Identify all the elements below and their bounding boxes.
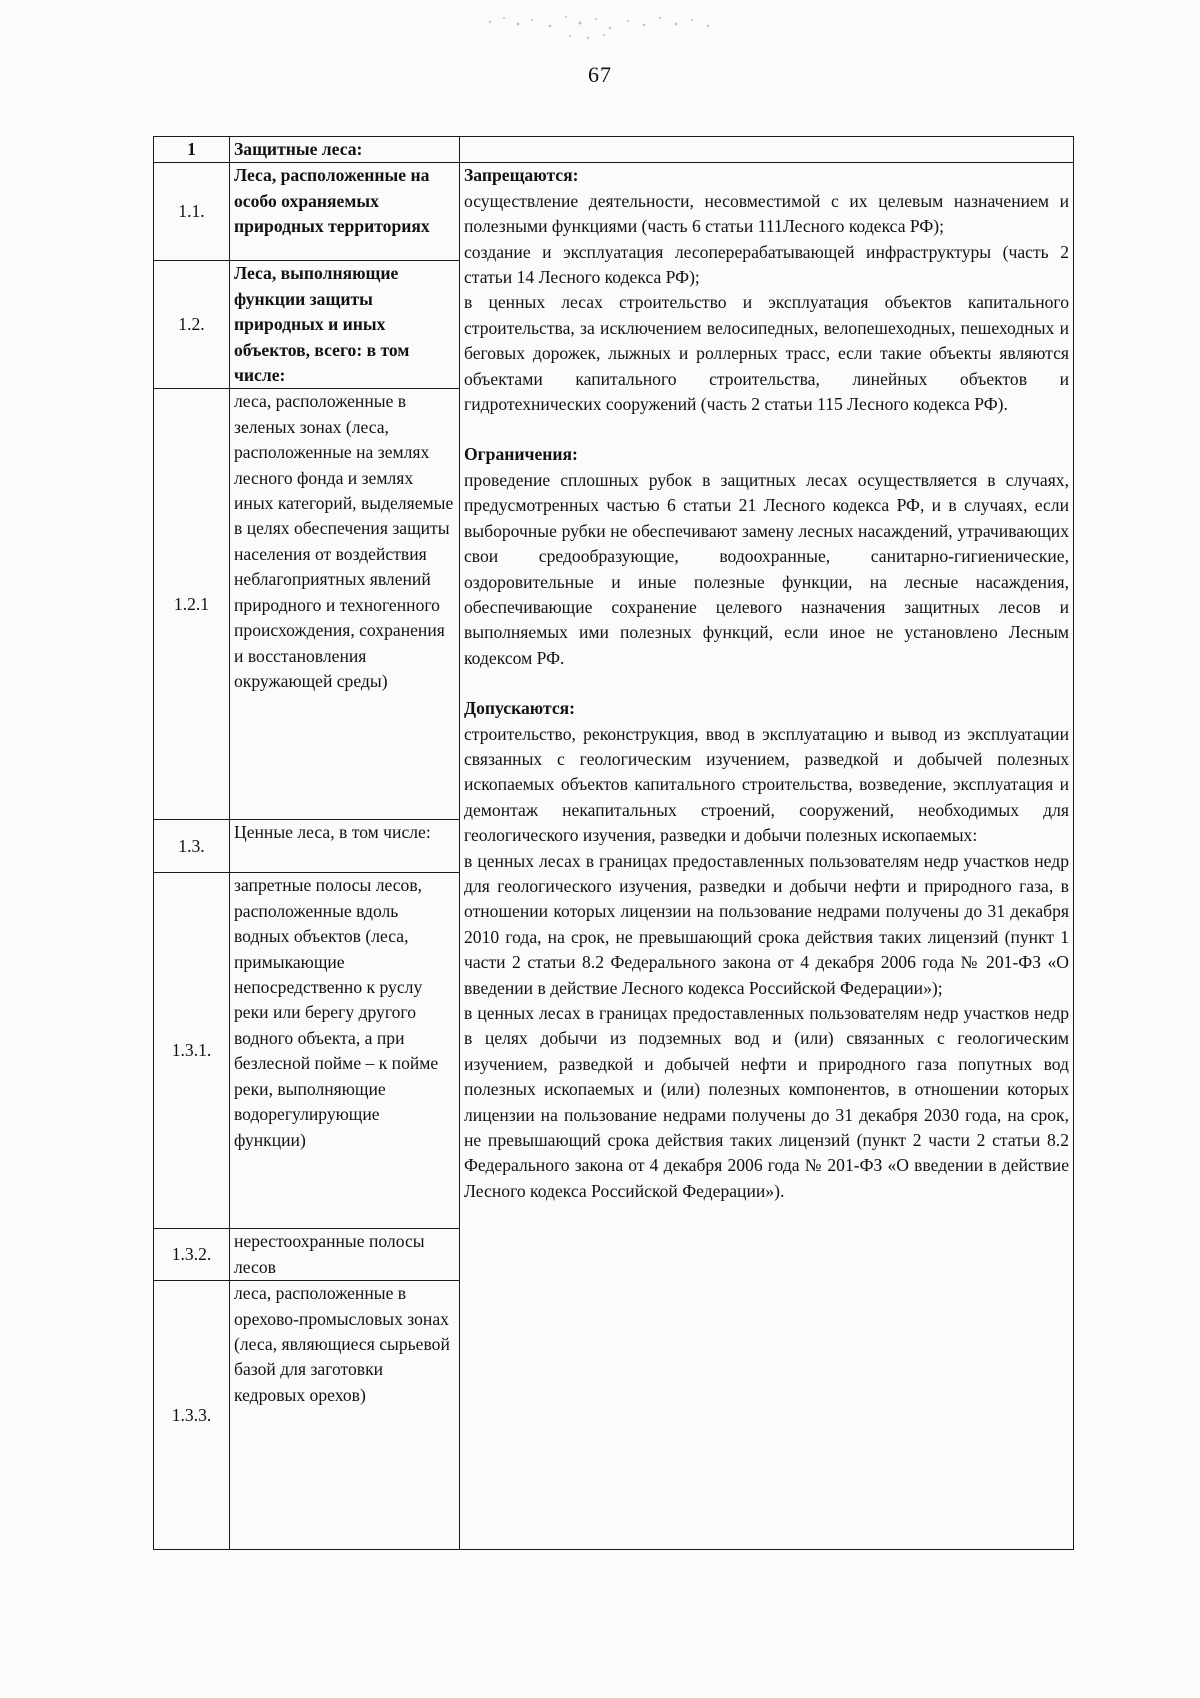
rules-cell: [460, 163, 1074, 1550]
scan-artifact: [470, 8, 730, 48]
regulations-table: [153, 136, 1074, 1550]
prohibited-item: в ценных лесах строительство и эксплуатация объектов капитального строительства, за исключением велосипедных, велопешеходных, пешеходных и беговых дорожек, лыжных и роллерных трасс, если такие объекты являются объектами капитального строительства, линейных объектов и гидротехнических сооружений (часть 2 статьи 115 Лесного кодекса РФ).: [464, 292, 1069, 415]
row-category: Леса, выполняющие функции защиты природных и иных объектов, всего: в том числе:: [230, 261, 460, 389]
header-empty-cell: [460, 137, 1074, 163]
row-number: 1.3.1.: [154, 873, 230, 1229]
limits-heading: Ограничения:: [464, 444, 578, 465]
header-number: 1: [154, 137, 230, 163]
allowed-item: в ценных лесах в границах предоставленных пользователям недр участков недр для геологического изучения, разведки и добычи нефти и природного газа, в отношении которых лицензии на пользование недрами получены до 31 декабря 2010 года, на срок, не превышающий срока действия таких лицензий (пункт 1 части 2 статьи 8.2 Федерального закона от 4 декабря 2006 года № 201-ФЗ «О введении в действие Лесного кодекса Российской Федерации»);: [464, 850, 1069, 998]
row-category: леса, расположенные в зеленых зонах (леса, расположенные на землях лесного фонда и землях иных категорий, выделяемые в целях обеспечения защиты населения от воздействия неблагоприятных явлений природного и техногенного происхождения, сохранения и восстановления окружающей среды): [230, 389, 460, 820]
table-header-row: [154, 137, 1074, 163]
table-row: [154, 163, 1074, 261]
allowed-item: строительство, реконструкция, ввод в эксплуатацию и вывод из эксплуатации связанных с геологическим изучением, разведкой и добычей полезных ископаемых объектов капитального строительства, возведение, эксплуатация и демонтаж некапитальных строений, сооружений, необходимых для геологического изучения, разведки и добычи полезных ископаемых:: [464, 723, 1069, 846]
row-number: 1.3.3.: [154, 1281, 230, 1550]
prohibited-item: создание и эксплуатация лесоперерабатывающей инфраструктуры (часть 2 статьи 14 Лесного кодекса РФ);: [464, 241, 1069, 288]
row-number: 1.2.: [154, 261, 230, 389]
page-number: 67: [588, 62, 612, 87]
allowed-item: в ценных лесах в границах предоставленных пользователям недр участков недр в целях добычи из подземных вод и (или) связанных с геологическим изучением, разведкой и добычей нефти и природного газа попутных вод полезных ископаемых и (или) полезных компонентов, в отношении которых лицензии на пользование недрами получены до 31 декабря 2030 года, на срок, не превышающий срока действия таких лицензий (пункт 2 части 2 статьи 8.2 Федерального закона от 4 декабря 2006 года № 201-ФЗ «О введении в действие Лесного кодекса Российской Федерации»).: [464, 1003, 1069, 1201]
header-category: Защитные леса:: [230, 137, 460, 163]
row-number: 1.3.2.: [154, 1229, 230, 1281]
row-category: нерестоохранные полосы лесов: [230, 1229, 460, 1281]
row-number: 1.2.1: [154, 389, 230, 820]
row-category: запретные полосы лесов, расположенные вдоль водных объектов (леса, примыкающие непосредственно к руслу реки или берегу другого водного объекта, а при безлесной пойме – к пойме реки, выполняющие водорегулирующие функции): [230, 873, 460, 1229]
prohibited-item: осуществление деятельности, несовместимой с их целевым назначением и полезными функциями (часть 6 статьи 111Лесного кодекса РФ);: [464, 190, 1069, 237]
row-number: 1.1.: [154, 163, 230, 261]
row-number: 1.3.: [154, 820, 230, 873]
prohibited-heading: Запрещаются:: [464, 165, 579, 186]
allowed-heading: Допускаются:: [464, 698, 576, 719]
row-category: Леса, расположенные на особо охраняемых природных территориях: [230, 163, 460, 261]
row-category: Ценные леса, в том числе:: [230, 820, 460, 873]
row-category: леса, расположенные в орехово-промысловых зонах (леса, являющиеся сырьевой базой для заготовки кедровых орехов): [230, 1281, 460, 1550]
limits-item: проведение сплошных рубок в защитных лесах осуществляется в случаях, предусмотренных частью 6 статьи 21 Лесного кодекса РФ, и в случаях, если выборочные рубки не обеспечивают замену лесных насаждений, утрачивающих свои средообразующие, водоохранные, санитарно-гигиенические, оздоровительные и иные полезные функции, на лесные насаждения, обеспечивающие сохранение целевого назначения защитных лесов и выполняемых ими полезных функций, если иное не установлено Лесным кодексом РФ.: [464, 469, 1069, 668]
